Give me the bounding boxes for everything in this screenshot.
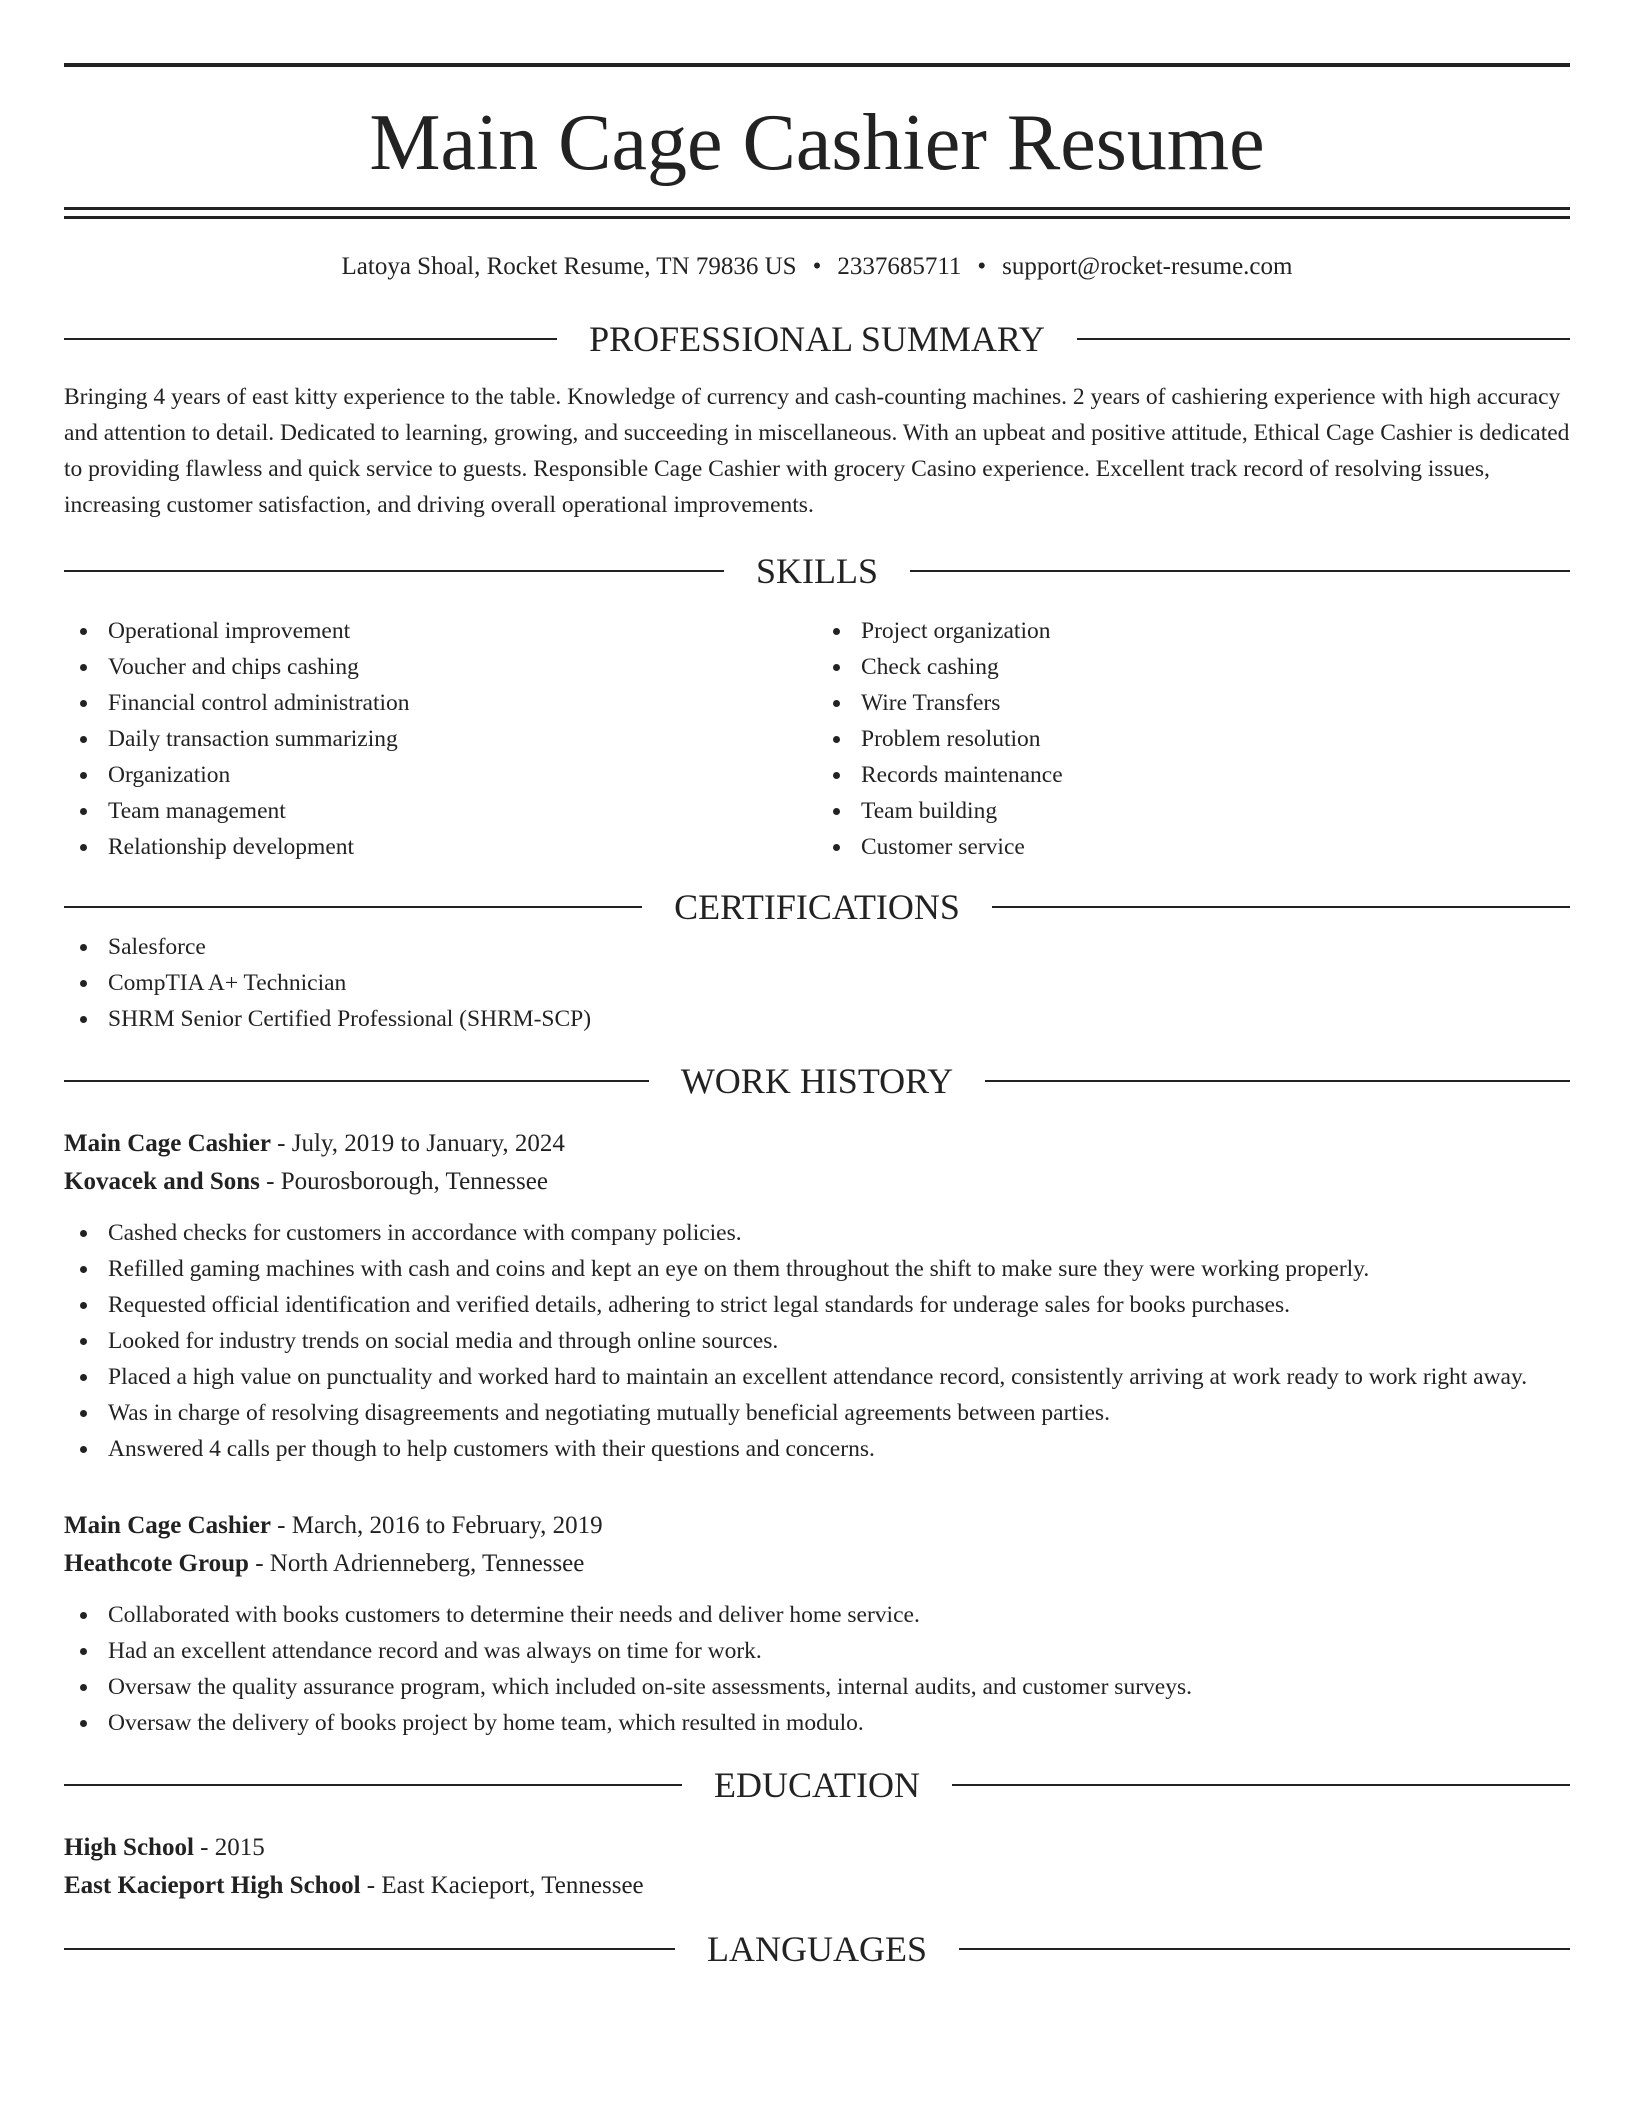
- education-degree-line: [64, 1829, 1570, 1867]
- skill-item: Problem resolution: [817, 721, 1570, 757]
- skill-item: Records maintenance: [817, 757, 1570, 793]
- top-rule: [64, 63, 1570, 67]
- skills-columns: [64, 613, 1570, 865]
- skill-item: Voucher and chips cashing: [64, 649, 817, 685]
- job-duty: Answered 4 calls per though to help customers with their questions and concerns.: [64, 1431, 1570, 1467]
- job-duty: Requested official identification and verified details, adhering to strict legal standards for underage sales for books purchases.: [64, 1287, 1570, 1323]
- contact-address: Latoya Shoal, Rocket Resume, TN 79836 US: [341, 253, 797, 280]
- job-company-line: [64, 1163, 1570, 1201]
- job-dates: - July, 2019 to January, 2024: [270, 1130, 565, 1157]
- heading-rule: [959, 1948, 1570, 1950]
- contact-separator: •: [812, 253, 822, 280]
- job-duty: Collaborated with books customers to determine their needs and deliver home service.: [64, 1597, 1570, 1633]
- education-heading: [64, 1763, 1570, 1807]
- heading-rule: [64, 1080, 649, 1082]
- contact-email: support@rocket-resume.com: [1002, 253, 1293, 280]
- job-dates: - March, 2016 to February, 2019: [270, 1512, 603, 1539]
- skill-item: Team building: [817, 793, 1570, 829]
- job-duty: Cashed checks for customers in accordance with company policies.: [64, 1215, 1570, 1251]
- summary-heading: [64, 317, 1570, 361]
- skills-heading: [64, 549, 1570, 593]
- heading-rule: [910, 570, 1570, 572]
- certification-item: Salesforce: [64, 929, 1570, 965]
- job-duties: [64, 1597, 1570, 1741]
- job-title-line: [64, 1125, 1570, 1163]
- job-duties: [64, 1215, 1570, 1467]
- job-entry: [64, 1125, 1570, 1467]
- job-entry: [64, 1507, 1570, 1741]
- contact-phone: 2337685711: [837, 253, 962, 280]
- certifications-list: [64, 929, 1570, 1037]
- job-duty: Had an excellent attendance record and was always on time for work.: [64, 1633, 1570, 1669]
- job-company: Heathcote Group: [64, 1550, 249, 1577]
- job-duty: Was in charge of resolving disagreements and negotiating mutually beneficial agreements between parties.: [64, 1395, 1570, 1431]
- work-heading-label: WORK HISTORY: [680, 1061, 954, 1101]
- heading-rule: [1077, 338, 1570, 340]
- education-heading-label: EDUCATION: [714, 1765, 920, 1805]
- skill-item: Daily transaction summarizing: [64, 721, 817, 757]
- heading-rule: [64, 1784, 682, 1786]
- heading-rule: [952, 1784, 1570, 1786]
- education-degree: High School: [64, 1834, 194, 1861]
- certifications-heading-label: CERTIFICATIONS: [674, 887, 960, 927]
- skills-heading-label: SKILLS: [756, 551, 879, 591]
- languages-heading: [64, 1927, 1570, 1971]
- skill-item: Check cashing: [817, 649, 1570, 685]
- job-duty: Placed a high value on punctuality and worked hard to maintain an excellent attendance record, consistently arriving at work ready to work right away.: [64, 1359, 1570, 1395]
- skill-item: Team management: [64, 793, 817, 829]
- skill-item: Project organization: [817, 613, 1570, 649]
- contact-line: [64, 251, 1570, 283]
- summary-text: Bringing 4 years of east kitty experience to the table. Knowledge of currency and cash-counting machines. 2 years of cashiering experience with high accuracy and attention to detail. Dedicated to learning, growing, and succeeding in miscellaneous. With an upbeat and positive attitude, Ethical Cage Cashier is dedicated to providing flawless and quick service to guests. Responsible Cage Cashier with grocery Casino experience. Excellent track record of resolving issues, increasing customer satisfaction, and driving overall operational improvements.: [64, 384, 1570, 518]
- education-school-line: [64, 1867, 1570, 1905]
- certification-item: CompTIA A+ Technician: [64, 965, 1570, 1001]
- heading-rule: [64, 1948, 675, 1950]
- skill-item: Customer service: [817, 829, 1570, 865]
- contact-separator: •: [977, 253, 987, 280]
- job-duty: Oversaw the quality assurance program, which included on-site assessments, internal audits, and customer surveys.: [64, 1669, 1570, 1705]
- certification-item: SHRM Senior Certified Professional (SHRM-SCP): [64, 1001, 1570, 1037]
- heading-rule: [64, 906, 642, 908]
- skill-item: Wire Transfers: [817, 685, 1570, 721]
- skill-item: Operational improvement: [64, 613, 817, 649]
- job-company: Kovacek and Sons: [64, 1168, 260, 1195]
- work-heading: [64, 1059, 1570, 1103]
- summary-heading-label: PROFESSIONAL SUMMARY: [589, 319, 1045, 359]
- skills-list-left: [64, 613, 817, 865]
- job-title: Main Cage Cashier: [64, 1130, 271, 1157]
- job-duty: Oversaw the delivery of books project by home team, which resulted in modulo.: [64, 1705, 1570, 1741]
- job-duty: Looked for industry trends on social media and through online sources.: [64, 1323, 1570, 1359]
- skill-item: Relationship development: [64, 829, 817, 865]
- heading-rule: [992, 906, 1570, 908]
- skills-list-right: [817, 613, 1570, 865]
- job-duty: Refilled gaming machines with cash and coins and kept an eye on them throughout the shift to make sure they were working properly.: [64, 1251, 1570, 1287]
- certifications-heading: [64, 885, 1570, 929]
- languages-heading-label: LANGUAGES: [707, 1929, 927, 1969]
- resume-page: [64, 0, 1570, 1971]
- education-entry: [64, 1829, 1570, 1905]
- job-location: - North Adrienneberg, Tennessee: [248, 1550, 585, 1577]
- education-school: East Kacieport High School: [64, 1872, 361, 1899]
- resume-title: Main Cage Cashier Resume: [369, 99, 1265, 187]
- education-year: - 2015: [193, 1834, 265, 1861]
- job-location: - Pourosborough, Tennessee: [259, 1168, 548, 1195]
- heading-rule: [64, 338, 557, 340]
- heading-rule: [985, 1080, 1570, 1082]
- job-title: Main Cage Cashier: [64, 1512, 271, 1539]
- job-company-line: [64, 1545, 1570, 1583]
- skill-item: Organization: [64, 757, 817, 793]
- heading-rule: [64, 570, 724, 572]
- title-double-rule: [64, 207, 1570, 219]
- job-title-line: [64, 1507, 1570, 1545]
- education-location: - East Kacieport, Tennessee: [360, 1872, 644, 1899]
- skill-item: Financial control administration: [64, 685, 817, 721]
